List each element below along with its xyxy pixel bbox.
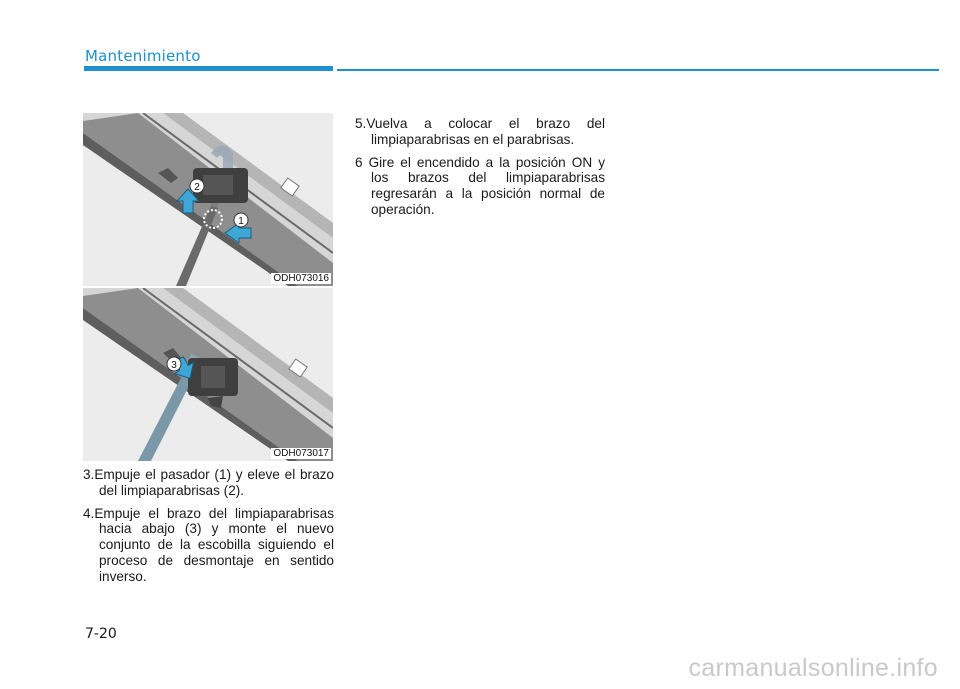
callout-1: 1 <box>238 216 244 227</box>
section-title: Mantenimiento <box>85 47 201 65</box>
wiper-release-illustration <box>83 113 333 286</box>
step-5: 5.Vuelva a colocar el brazo del limpiaparabrisas en el parabrisas. <box>355 116 605 147</box>
page-number: 7-20 <box>85 626 117 642</box>
step-4: 4.Empuje el brazo del limpiaparabrisas hacia abajo (3) y monte el nuevo conjunto de la escobilla siguiendo el proceso de desmontaje en sentido inverso. <box>83 505 334 584</box>
callout-2: 2 <box>194 182 200 193</box>
header-rule-thin <box>337 69 939 71</box>
step-6: 6 Gire el encendido a la posición ON y los brazos del limpiaparabrisas regresarán a la posición normal de operación. <box>355 154 605 217</box>
header-rule-thick <box>84 66 333 71</box>
instructions-right-column <box>355 116 605 225</box>
figure-wiper-install <box>83 288 333 461</box>
figure-code: ODH073017 <box>273 448 329 459</box>
step-3: 3.Empuje el pasador (1) y eleve el brazo del limpiaparabrisas (2). <box>83 467 334 498</box>
figure-wiper-release <box>83 113 333 286</box>
instructions-left-column <box>83 467 334 592</box>
wiper-install-illustration <box>83 288 333 461</box>
callout-3: 3 <box>171 360 177 371</box>
watermark: carmanualsonline.info <box>688 654 938 682</box>
figure-code: ODH073016 <box>273 273 329 284</box>
